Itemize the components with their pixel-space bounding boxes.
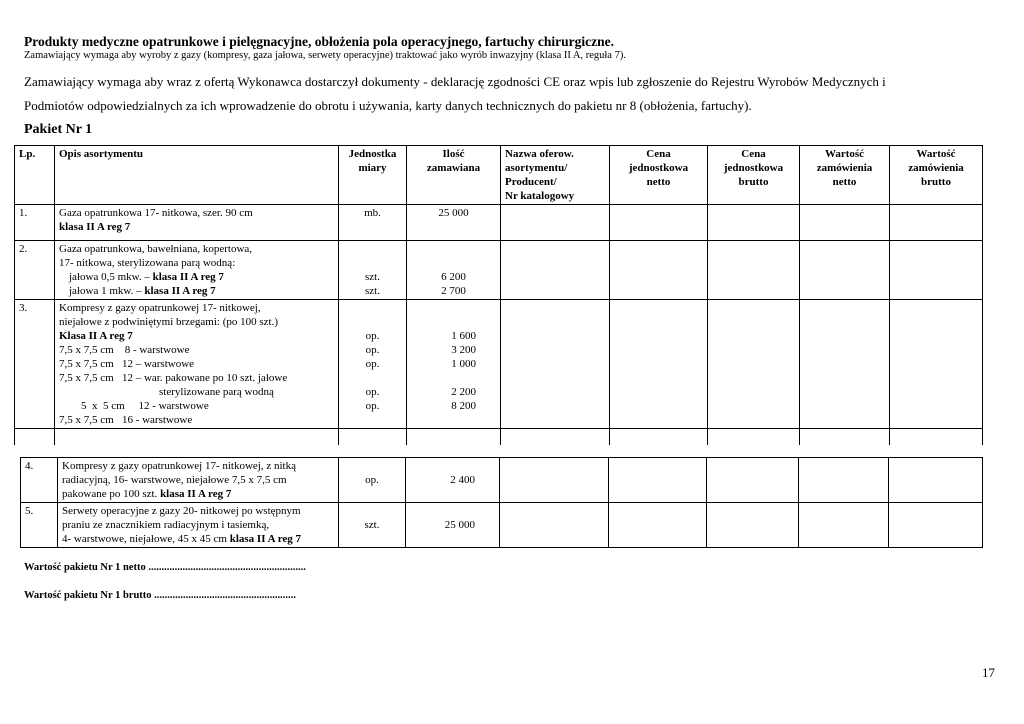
cell-empty (890, 429, 983, 445)
cell-qty: 6 200 2 700 (407, 241, 501, 300)
cell-desc: Gaza opatrunkowa 17- nitkowa, szer. 90 cm klasa II A reg 7 (55, 205, 339, 241)
requirement-paragraph (24, 70, 1009, 118)
cell-jm: szt. (339, 503, 406, 548)
cell-lp: 5. (21, 503, 58, 548)
col-header-cena-brutto: Cena jednostkowa brutto (708, 146, 800, 205)
cell-empty (55, 429, 339, 445)
cell-empty[interactable] (799, 458, 889, 503)
cell-empty[interactable] (890, 241, 983, 300)
cell-empty[interactable] (708, 205, 800, 241)
cell-empty[interactable] (501, 205, 610, 241)
cell-jm: op. (339, 458, 406, 503)
cell-empty[interactable] (890, 205, 983, 241)
cell-qty: 25 000 (406, 503, 500, 548)
cell-empty[interactable] (890, 300, 983, 429)
table-row-blank (15, 429, 983, 445)
cell-empty (800, 429, 890, 445)
cell-empty (407, 429, 501, 445)
cell-jm: mb. (339, 205, 407, 241)
cell-empty[interactable] (610, 241, 708, 300)
cell-desc: Gaza opatrunkowa, bawełniana, kopertowa, 17- nitkowa, sterylizowana parą wodną: jałowa 0,5 mkw. – klasa II A reg 7 jałowa 1 mkw. – klasa II A reg 7 (55, 241, 339, 300)
table-row (15, 300, 983, 429)
col-header-lp: Lp. (15, 146, 55, 205)
col-header-jm: Jednostka miary (339, 146, 407, 205)
cell-empty[interactable] (610, 205, 708, 241)
col-header-wartosc-netto: Wartość zamówienia netto (800, 146, 890, 205)
cell-lp: 1. (15, 205, 55, 241)
cell-lp: 4. (21, 458, 58, 503)
cell-empty (501, 429, 610, 445)
cell-empty (610, 429, 708, 445)
cell-empty[interactable] (889, 503, 983, 548)
cell-empty[interactable] (609, 503, 707, 548)
table-header-row (15, 146, 983, 205)
cell-empty[interactable] (707, 503, 799, 548)
page-number: 17 (982, 665, 995, 680)
table-row (21, 503, 983, 548)
cell-qty: 1 600 3 200 1 000 2 200 8 200 (407, 300, 501, 429)
cell-empty[interactable] (800, 300, 890, 429)
summary-brutto: Wartość pakietu Nr 1 brutto ...................................................... (24, 590, 296, 601)
cell-qty: 2 400 (406, 458, 500, 503)
cell-lp: 3. (15, 300, 55, 429)
cell-empty[interactable] (501, 300, 610, 429)
cell-empty[interactable] (500, 458, 609, 503)
cell-desc: Serwety operacyjne z gazy 20- nitkowej po wstępnym praniu ze znacznikiem radiacyjnym i tasiemką, 4- warstwowe, niejałowe, 45 x 45 cm klasa II A reg 7 (58, 503, 339, 548)
cell-desc: Kompresy z gazy opatrunkowej 17- nitkowej, z nitką radiacyjną, 16- warstwowe, niejałowe 7,5 x 7,5 cm pakowane po 100 szt. klasa II A reg 7 (58, 458, 339, 503)
cell-empty[interactable] (501, 241, 610, 300)
cell-jm: szt. szt. (339, 241, 407, 300)
summary-netto: Wartość pakietu Nr 1 netto ............................................................ (24, 562, 306, 573)
col-header-ilosc: Ilość zamawiana (407, 146, 501, 205)
table-row (21, 458, 983, 503)
cell-empty[interactable] (800, 241, 890, 300)
document-title: Produkty medyczne opatrunkowe i pielęgnacyjne, obłożenia pola operacyjnego, fartuchy chirurgiczne. (24, 34, 614, 49)
pakiet-table-continued (20, 457, 983, 548)
cell-desc: Kompresy z gazy opatrunkowej 17- nitkowej, niejałowe z podwiniętymi brzegami: (po 100 szt.) Klasa II A reg 7 7,5 x 7,5 cm 8 - warstwowe 7,5 x 7,5 cm 12 – warstwowe 7,5 x 7,5 cm 12 – war. pakowane po 10 szt. jałowe sterylizowane parą wodną 5 x 5 cm 12 - warstwowe 7,5 x 7,5 cm 16 - warstwowe (55, 300, 339, 429)
pakiet-heading: Pakiet Nr 1 (24, 122, 93, 137)
cell-empty[interactable] (800, 205, 890, 241)
cell-empty[interactable] (889, 458, 983, 503)
cell-empty (708, 429, 800, 445)
cell-empty[interactable] (610, 300, 708, 429)
col-header-wartosc-brutto: Wartość zamówienia brutto (890, 146, 983, 205)
cell-empty[interactable] (799, 503, 889, 548)
requirement-line: Podmiotów odpowiedzialnych za ich wprowadzenie do obrotu i używania, karty danych technicznych do pakietu nr 8 (obłożenia, fartuchy). (24, 98, 752, 113)
pakiet-table-main (14, 145, 983, 445)
table-row (15, 205, 983, 241)
cell-empty[interactable] (500, 503, 609, 548)
cell-empty[interactable] (707, 458, 799, 503)
cell-lp: 2. (15, 241, 55, 300)
cell-empty[interactable] (708, 300, 800, 429)
cell-empty (15, 429, 55, 445)
cell-qty: 25 000 (407, 205, 501, 241)
col-header-cena-netto: Cena jednostkowa netto (610, 146, 708, 205)
col-header-opis: Opis asortymentu (55, 146, 339, 205)
cell-jm: op. op. op. op. op. (339, 300, 407, 429)
class-note: Zamawiający wymaga aby wyroby z gazy (kompresy, gaza jałowa, serwety operacyjne) traktować jako wyrób inwazyjny (klasa II A, reguła 7). (24, 50, 626, 61)
cell-empty (339, 429, 407, 445)
col-header-nazwa: Nazwa oferow. asortymentu/ Producent/ Nr katalogowy (501, 146, 610, 205)
cell-empty[interactable] (609, 458, 707, 503)
table-row (15, 241, 983, 300)
requirement-line: Zamawiający wymaga aby wraz z ofertą Wykonawca dostarczył dokumenty - deklarację zgodności CE oraz wpis lub zgłoszenie do Rejestru Wyrobów Medycznych i (24, 74, 886, 89)
cell-empty[interactable] (708, 241, 800, 300)
